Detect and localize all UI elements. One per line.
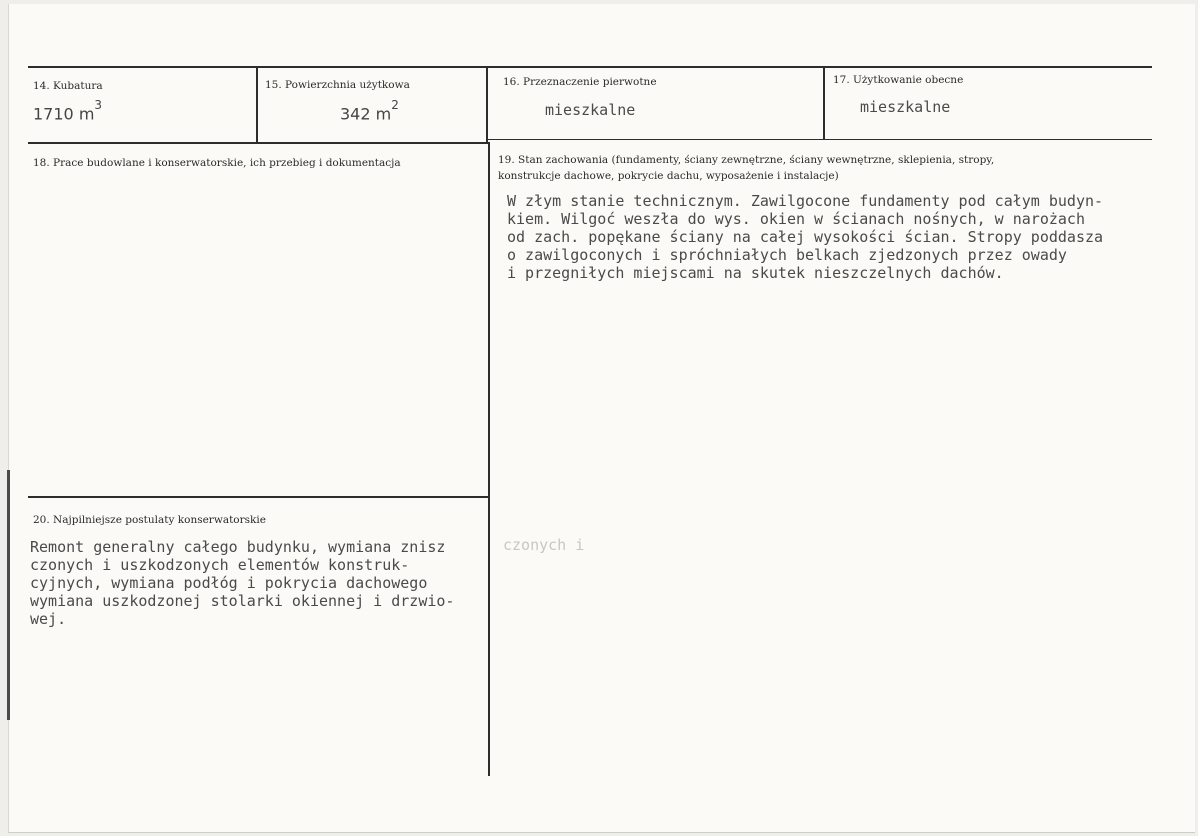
powierzchnia-unit: m [375, 104, 392, 124]
divider-15-16 [486, 66, 488, 142]
row1-bottom-rule-right [488, 139, 1152, 140]
field-19-label-line-1: 19. Stan zachowania (fundamenty, ściany zewnętrzne, ściany wewnętrzne, sklepienia, stropy, [498, 154, 995, 166]
field-20-text-line-5: wej. [30, 610, 67, 628]
card-edge-shadow [7, 470, 10, 720]
field-20-text-line-4: wymiana uszkodzonej stolarki okiennej i drzwio- [30, 592, 455, 610]
kubatura-number: 1710 [33, 104, 74, 124]
field-17-value: mieszkalne [860, 98, 951, 116]
field-20-label: 20. Najpilniejsze postulaty konserwatorskie [33, 514, 266, 526]
powierzchnia-unit-power: 2 [391, 98, 399, 112]
field-19-label-line-2: konstrukcje dachowe, pokrycie dachu, wyposażenie i instalacje) [498, 170, 839, 182]
top-rule [28, 66, 1152, 68]
field-15-value [340, 98, 399, 124]
field-19-text-line-2: kiem. Wilgoć weszła do wys. okien w ścianach nośnych, w narożach [507, 210, 1085, 228]
inventory-card [8, 4, 1195, 833]
kubatura-unit-power: 3 [94, 98, 103, 112]
field-14-value [33, 98, 103, 124]
field-19-text-line-1: W złym stanie technicznym. Zawilgocone fundamenty pod całym budyn- [507, 192, 1104, 210]
divider-16-17 [823, 66, 825, 140]
field-14-label: 14. Kubatura [33, 80, 103, 92]
field-19-text-line-3: od zach. popękane ściany na całej wysokości ścian. Stropy poddasza [507, 228, 1104, 246]
field-15-label: 15. Powierzchnia użytkowa [265, 79, 410, 91]
field-19-text-line-5: i przegniłych miejscami na skutek nieszczelnych dachów. [507, 264, 1004, 282]
field-20-text-line-3: cyjnych, wymiana podłóg i pokrycia dachowego [30, 574, 428, 592]
powierzchnia-number: 342 [340, 104, 371, 124]
field18-bottom-rule [28, 496, 488, 498]
divider-left-right-column [488, 142, 490, 776]
field-20-text-line-1: Remont generalny całego budynku, wymiana znisz [30, 538, 446, 556]
field-17-label: 17. Użytkowanie obecne [833, 74, 964, 86]
divider-14-15 [256, 66, 258, 144]
field-20-text-line-2: czonych i uszkodzonych elementów konstruk- [30, 556, 410, 574]
field-18-label: 18. Prace budowlane i konserwatorskie, ich przebieg i dokumentacja [33, 157, 401, 169]
field-16-label: 16. Przeznaczenie pierwotne [503, 76, 657, 88]
row1-bottom-rule [28, 142, 488, 144]
field-19-text-line-4: o zawilgoconych i spróchniałych belkach zjedzonych przez owady [507, 246, 1067, 264]
kubatura-unit: m [78, 104, 95, 124]
field-20-overflow-faint: czonych i [503, 536, 585, 554]
field-16-value: mieszkalne [545, 101, 636, 119]
